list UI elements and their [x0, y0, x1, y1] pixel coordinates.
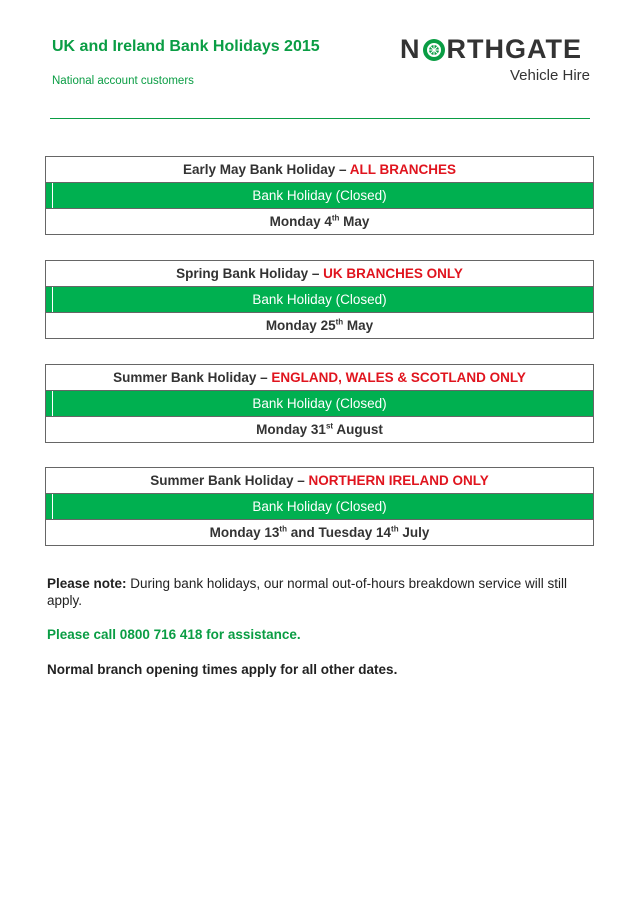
holiday-status: Bank Holiday (Closed) [46, 390, 593, 417]
header-divider [50, 118, 590, 119]
holiday-heading [46, 365, 593, 390]
wheel-icon [422, 38, 446, 62]
normal-hours-line: Normal branch opening times apply for all other dates. [47, 662, 398, 677]
holiday-date: Monday 25th May [265, 317, 374, 333]
holiday-status: Bank Holiday (Closed) [46, 182, 593, 209]
holiday-table [45, 467, 594, 546]
northgate-logo [398, 34, 594, 90]
holiday-date: Monday 31st August [256, 421, 383, 437]
note-text: During bank holidays, our normal out-of-hours breakdown service will still apply. [47, 576, 567, 608]
please-note-paragraph [47, 575, 587, 609]
holiday-status: Bank Holiday (Closed) [46, 493, 593, 520]
holiday-name: Summer Bank Holiday – [113, 370, 268, 385]
page-title: UK and Ireland Bank Holidays 2015 [52, 38, 320, 55]
holiday-heading [46, 468, 593, 493]
holiday-scope: ALL BRANCHES [349, 162, 457, 177]
holiday-table [45, 260, 594, 339]
holiday-table [45, 156, 594, 235]
logo-subtitle: Vehicle Hire [509, 67, 590, 84]
holiday-status: Bank Holiday (Closed) [46, 286, 593, 313]
holiday-date: Monday 4th May [269, 213, 370, 229]
holiday-scope: ENGLAND, WALES & SCOTLAND ONLY [271, 370, 526, 385]
holiday-name: Spring Bank Holiday – [176, 266, 320, 281]
holiday-name: Summer Bank Holiday – [150, 473, 305, 488]
holiday-heading [46, 261, 593, 286]
holiday-scope: UK BRANCHES ONLY [323, 266, 463, 281]
holiday-heading [46, 157, 593, 182]
note-label: Please note: [47, 576, 127, 591]
call-line: Please call 0800 716 418 for assistance. [47, 627, 301, 642]
holiday-scope: NORTHERN IRELAND ONLY [308, 473, 489, 488]
holiday-name: Early May Bank Holiday – [182, 162, 347, 177]
page-subtitle: National account customers [52, 75, 194, 87]
holiday-table [45, 364, 594, 443]
logo-wordmark: N RTHGATE [400, 34, 582, 64]
holiday-date: Monday 13th and Tuesday 14th July [209, 524, 430, 540]
